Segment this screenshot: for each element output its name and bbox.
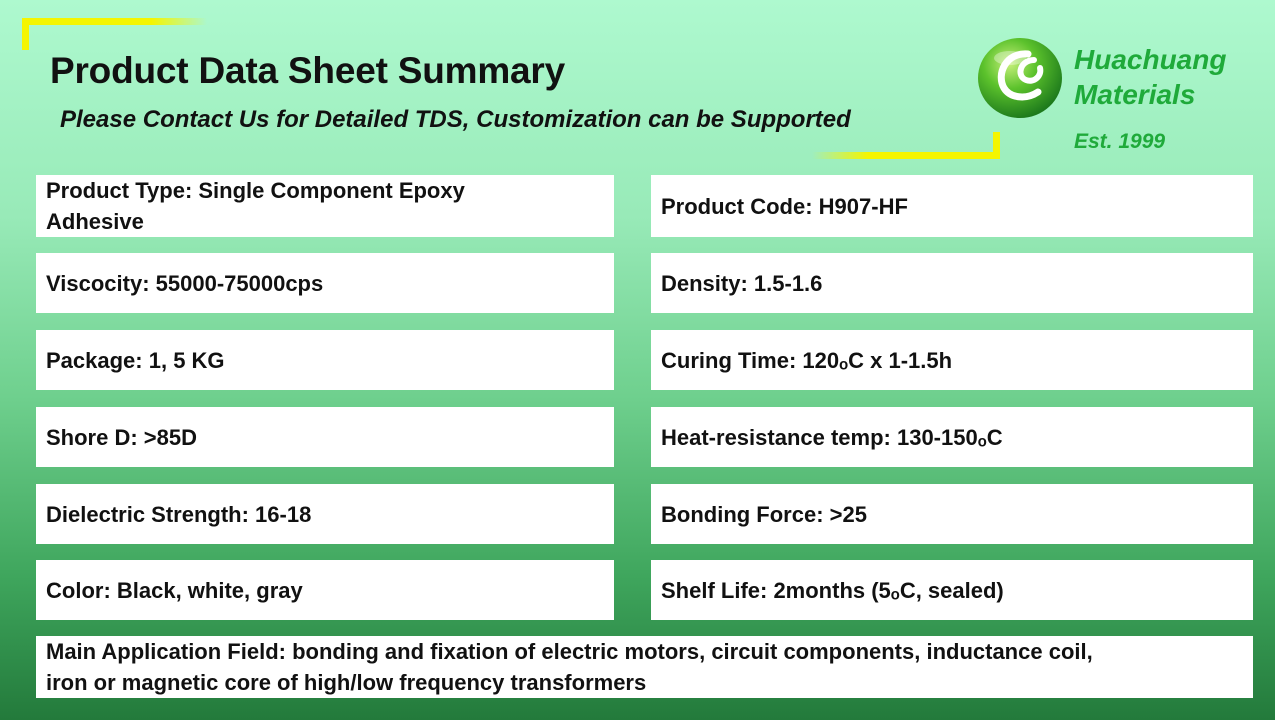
brand-name-line2: Materials: [1074, 79, 1196, 110]
spec-dielectric-strength-text: Dielectric Strength: 16-18: [46, 501, 312, 527]
page-title: Product Data Sheet Summary: [50, 50, 566, 91]
spec-density: [651, 253, 1253, 313]
spec-bonding-force: [651, 484, 1253, 544]
spec-viscosity-text: Viscocity: 55000-75000cps: [46, 270, 324, 296]
corner-accent-top-left: [22, 18, 207, 25]
company-logo-icon: [976, 36, 1064, 120]
spec-color: [36, 560, 614, 620]
page-subtitle: Please Contact Us for Detailed TDS, Customization can be Supported: [60, 106, 851, 133]
brand-name: [1074, 42, 1226, 112]
spec-dielectric-strength: [36, 484, 614, 544]
spec-shelf-life: [651, 560, 1253, 620]
spec-shore-d: [36, 407, 614, 467]
spec-product-code: [651, 175, 1253, 237]
spec-color-text: Color: Black, white, gray: [46, 577, 303, 603]
spec-curing-time-text: Curing Time: 120ₒC x 1-1.5h: [661, 347, 953, 373]
spec-curing-time: [651, 330, 1253, 390]
spec-bonding-force-text: Bonding Force: >25: [661, 501, 867, 527]
corner-accent-bottom-right: [812, 152, 1000, 159]
spec-package: [36, 330, 614, 390]
spec-heat-resistance-text: Heat-resistance temp: 130-150ₒC: [661, 424, 1003, 450]
spec-product-code-text: Product Code: H907-HF: [661, 193, 908, 219]
spec-product-type: [36, 175, 614, 237]
spec-shore-d-text: Shore D: >85D: [46, 424, 197, 450]
spec-package-text: Package: 1, 5 KG: [46, 347, 225, 373]
brand-name-line1: Huachuang: [1074, 44, 1227, 75]
spec-heat-resistance: [651, 407, 1253, 467]
spec-density-text: Density: 1.5-1.6: [661, 270, 823, 296]
corner-accent-top-left-vertical: [22, 18, 29, 50]
spec-product-type-text: Product Type: Single Component Epoxy Adhesive: [46, 178, 465, 234]
spec-viscosity: [36, 253, 614, 313]
spec-application-field-text: Main Application Field: bonding and fixation of electric motors, circuit components, inductance coil, iron or magnetic core of high/low frequency transformers: [46, 639, 1093, 695]
corner-accent-bottom-right-vertical: [993, 132, 1000, 159]
spec-application-field: [36, 636, 1253, 698]
brand-established: Est. 1999: [1074, 130, 1166, 153]
spec-shelf-life-text: Shelf Life: 2months (5ₒC, sealed): [661, 577, 1004, 603]
